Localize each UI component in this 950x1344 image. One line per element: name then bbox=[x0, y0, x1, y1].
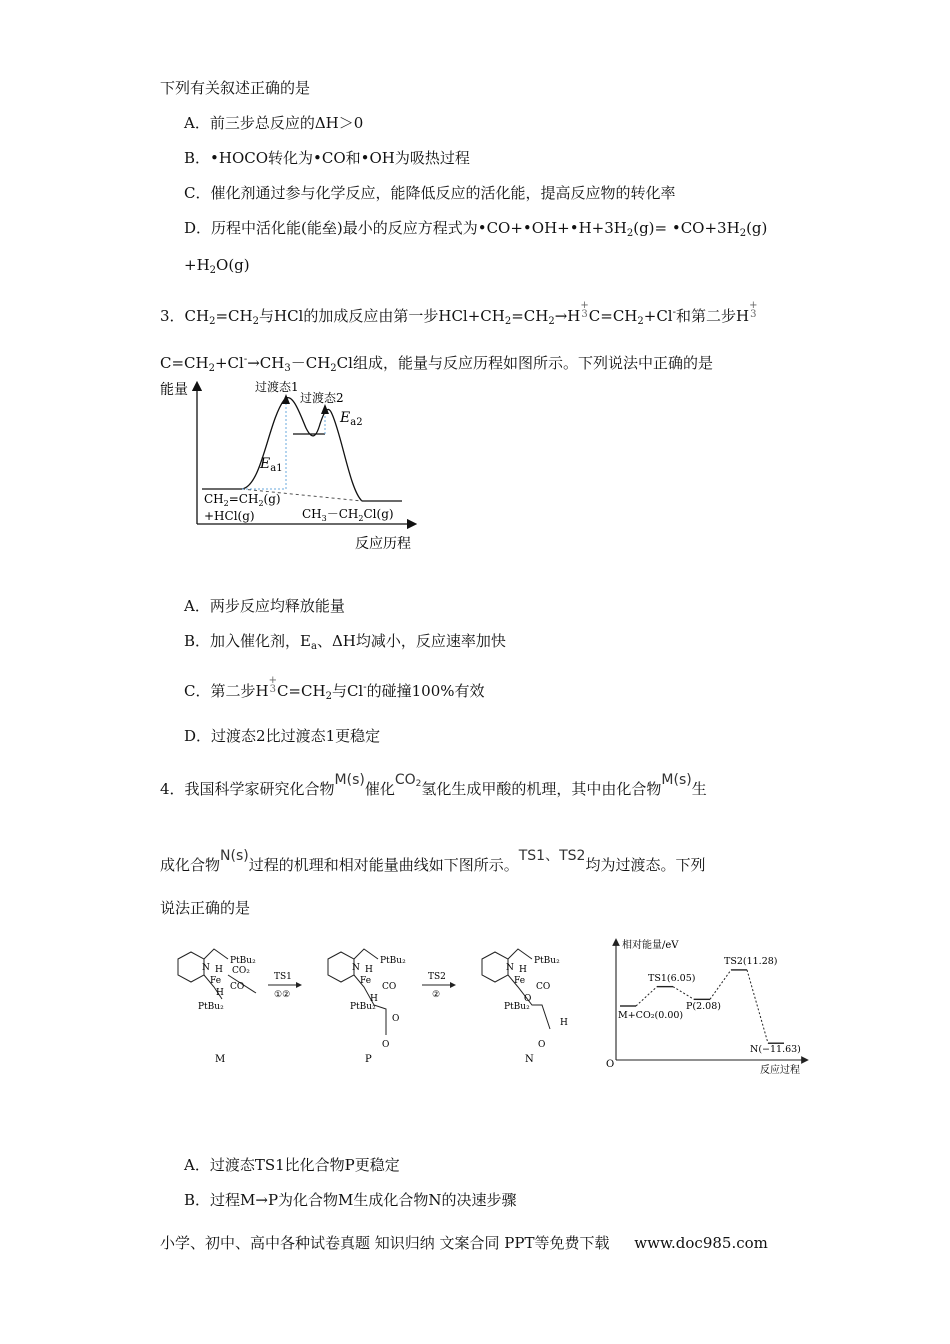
q3-ts2-label: 过渡态2 bbox=[300, 391, 344, 405]
p-ptbu2-bottom: PtBu₂ bbox=[350, 1002, 376, 1012]
q4-level-m: M+CO₂(0.00) bbox=[618, 1010, 684, 1021]
q3-y-axis-label: 能量 bbox=[160, 382, 188, 398]
p-o-1: O bbox=[392, 1014, 400, 1024]
q3-option-c: C．第二步H + 3 $C=CH_2$与Cl-的碰撞100%有效 bbox=[184, 675, 485, 702]
footer-text: 小学、初中、高中各种试卷真题 知识归纳 文案合同 PPT等免费下载 bbox=[160, 1234, 610, 1252]
n-o-1: O bbox=[524, 994, 532, 1004]
q4-level-ts1: TS1(6.05) bbox=[648, 973, 696, 984]
q3-energy-diagram bbox=[150, 372, 430, 557]
label-n: N bbox=[525, 1054, 534, 1065]
q4-stem-line3: 说法正确的是 bbox=[160, 899, 251, 917]
arrow2-bottom-label: ② bbox=[432, 990, 441, 1000]
q4-y-axis-label: 相对能量/eV bbox=[622, 940, 679, 951]
m-ptbu2-top: PtBu₂ bbox=[230, 956, 256, 966]
arrow1-top-label: TS1 bbox=[274, 972, 292, 982]
n-ptbu2-top: PtBu₂ bbox=[534, 956, 560, 966]
pyridine-ring-n bbox=[482, 952, 508, 982]
m-co2: CO₂ bbox=[232, 966, 250, 976]
p-fe: Fe bbox=[360, 976, 372, 986]
q3-x-axis-label: 反应历程 bbox=[355, 536, 411, 552]
n-n: N bbox=[506, 963, 514, 973]
q4-formula-ms-2: M(s) bbox=[661, 772, 692, 788]
arrow1-bottom-label: ①② bbox=[274, 990, 291, 1000]
label-p: P bbox=[365, 1054, 372, 1065]
q3-ea2-label: $E_{a2}$ bbox=[340, 410, 363, 428]
n-h: H bbox=[519, 965, 527, 975]
p-o-2: O bbox=[382, 1040, 390, 1050]
footer-url[interactable]: www.doc985.com bbox=[634, 1234, 768, 1252]
q4-level-p: P(2.08) bbox=[686, 1001, 721, 1012]
p-co: CO bbox=[382, 982, 397, 992]
p-h-top: H bbox=[365, 965, 373, 975]
q2-option-a: A．前三步总反应的ΔH＞0 bbox=[184, 114, 364, 132]
q4-ts-labels: TS1、TS2 bbox=[518, 848, 586, 864]
n-co: CO bbox=[536, 982, 551, 992]
q4-x-axis-label: 反应过程 bbox=[760, 1065, 800, 1076]
connector-ts1-p bbox=[673, 987, 694, 1000]
n-fe: Fe bbox=[514, 976, 526, 986]
q3-ea1-label: $E_{a1}$ bbox=[260, 456, 283, 474]
m-fe: Fe bbox=[210, 976, 222, 986]
p-ptbu2-top: PtBu₂ bbox=[380, 956, 406, 966]
connector-m-ts1 bbox=[636, 987, 657, 1006]
m-n: N bbox=[202, 963, 210, 973]
n-h-2: H bbox=[560, 1018, 568, 1028]
q4-energy-profile bbox=[600, 932, 815, 1077]
q2-option-d: D．历程中活化能(能垒)最小的反应方程式为$•CO+•OH+•H+3H_2(g)=$ $•CO+3H_2(g)$ bbox=[184, 219, 768, 239]
q4-mechanism-figure bbox=[160, 935, 620, 1070]
q4-level-n: N(−11.63) bbox=[750, 1044, 801, 1055]
page-footer bbox=[160, 1232, 768, 1253]
q3-option-a: A．两步反应均释放能量 bbox=[184, 597, 345, 615]
label-m: M bbox=[215, 1054, 226, 1065]
q2-option-b: B．•HOCO转化为•CO和•OH为吸热过程 bbox=[184, 149, 470, 167]
q4-origin-label: O bbox=[606, 1059, 615, 1070]
arrow2-top-label: TS2 bbox=[428, 972, 446, 982]
n-ptbu2-bottom: PtBu₂ bbox=[504, 1002, 530, 1012]
connector-ts2-n bbox=[747, 970, 768, 1043]
q3-reactant-label-2: +HCl(g) bbox=[204, 509, 255, 523]
q2-option-d-cont: $+H_2O(g)$ bbox=[184, 256, 250, 276]
pyridine-ring-m bbox=[178, 952, 204, 982]
q4-formula-co2: CO2 bbox=[394, 772, 422, 789]
n-o-2: O bbox=[538, 1040, 546, 1050]
q3-reactant-label-1: $CH_2=CH_2(g)$ bbox=[204, 492, 281, 508]
q4-stem-line1: 4．我国科学家研究化合物M(s)催化CO2氢化生成甲酸的机理，其中由化合物M(s)生 bbox=[160, 772, 707, 798]
q3-ts1-label: 过渡态1 bbox=[255, 380, 299, 394]
q4-level-ts2: TS2(11.28) bbox=[724, 956, 778, 967]
m-ptbu2-bottom: PtBu₂ bbox=[198, 1002, 224, 1012]
q3-product-label: $CH_3-CH_2Cl(g)$ bbox=[302, 507, 394, 523]
q3-stem-line1: 3．$CH_2=CH_2$与HCl的加成反应由第一步$HCl+CH_2=CH_2\to H$ + 3 $C=CH_2+Cl^-$和第二步H + 3 bbox=[160, 300, 758, 327]
m-h-bottom: H bbox=[216, 988, 224, 998]
q4-option-a: A．过渡态TS1比化合物P更稳定 bbox=[184, 1156, 400, 1174]
p-n: N bbox=[352, 963, 360, 973]
q4-stem-line2: 成化合物N(s)过程的机理和相对能量曲线如下图所示。TS1、TS2均为过渡态。下列 bbox=[160, 848, 706, 874]
q4-option-b: B．过程M→P为化合物M生成化合物N的决速步骤 bbox=[184, 1191, 517, 1209]
connector-p-ts2 bbox=[710, 970, 731, 999]
q4-formula-ns: N(s) bbox=[220, 848, 249, 864]
q3-stem-line2: $C=CH_2+Cl^-\to CH_3-CH_2Cl$组成，能量与反应历程如图所示。下列说法中正确的是 bbox=[160, 354, 713, 374]
q4-formula-ms: M(s) bbox=[334, 772, 365, 788]
q2-stem: 下列有关叙述正确的是 bbox=[160, 79, 311, 97]
q2-option-c: C．催化剂通过参与化学反应，能降低反应的活化能，提高反应物的转化率 bbox=[184, 184, 676, 202]
q3-option-d: D．过渡态2比过渡态1更稳定 bbox=[184, 727, 381, 745]
p-h-bottom: H bbox=[370, 994, 378, 1004]
q3-option-b: B．加入催化剂，$E_a$、ΔH均减小，反应速率加快 bbox=[184, 632, 506, 652]
m-co: CO bbox=[230, 982, 245, 992]
pyridine-ring-p bbox=[328, 952, 354, 982]
q3-ea1-arrow bbox=[282, 394, 290, 404]
m-h-top: H bbox=[215, 965, 223, 975]
